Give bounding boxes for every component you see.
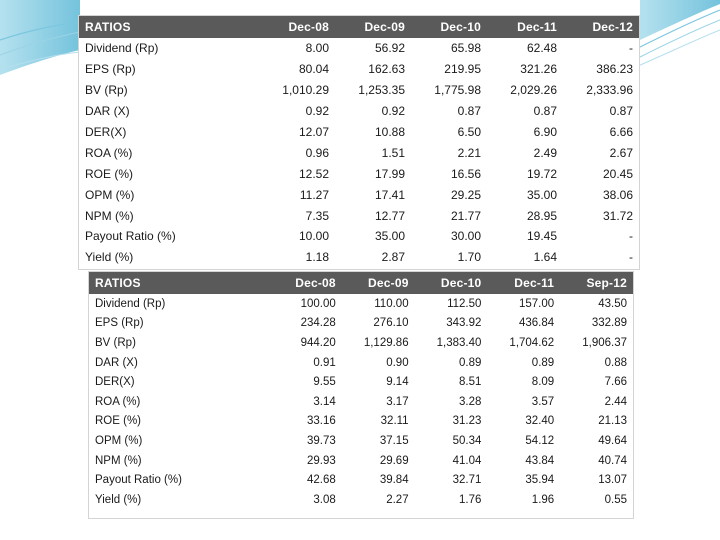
value-cell: 2.67 [609,145,633,160]
value-cell: 3.28 [459,395,482,408]
header-cell: Sep-12 [560,272,633,294]
value-cell: 56.92 [374,41,405,56]
value-cell: 19.45 [526,229,557,244]
table-row [79,163,639,184]
value-cell: 0.89 [531,356,555,369]
value-cell: 276.10 [373,317,409,330]
header-cell: Dec-08 [269,272,342,294]
value-cell: 1,129.86 [363,336,409,349]
value-cell: 62.48 [526,41,557,56]
value-cell: 2.27 [386,493,409,506]
table-row [89,353,633,373]
value-cell: 12.77 [374,208,405,223]
row-label-cell: DER(X) [95,376,135,389]
row-label-cell: ROA (%) [85,145,133,160]
value-cell: 6.50 [457,125,481,139]
value-cell: 8.00 [305,41,329,56]
table-row [89,451,633,471]
row-label-cell: DER(X) [85,125,127,139]
ratios-table-1-panel [78,15,640,270]
value-cell: 43.84 [525,454,555,467]
value-cell: 29.93 [307,454,336,467]
value-cell: 28.95 [526,208,557,223]
value-cell: 13.07 [598,474,627,487]
value-cell: 162.63 [368,62,405,77]
header-cell: Dec-11 [487,272,560,294]
value-cell: 80.04 [298,62,329,77]
table-header-row [79,16,639,38]
table-row [89,470,633,490]
value-cell: 54.12 [525,434,555,447]
value-cell: 1,383.40 [436,336,482,349]
value-cell: 17.41 [374,187,405,202]
value-cell: 3.14 [313,395,336,408]
value-cell: 33.16 [307,415,336,428]
value-cell: 436.84 [519,317,555,330]
value-cell: 2.21 [457,145,481,160]
header-cell: RATIOS [89,272,269,294]
header-cell: Dec-12 [563,16,639,38]
value-cell: 21.77 [450,208,481,223]
value-cell: 6.66 [609,125,633,139]
row-label-cell: Dividend (Rp) [95,297,166,310]
value-cell: - [629,250,633,265]
table-row [79,38,639,59]
value-cell: 0.96 [305,145,329,160]
value-cell: 20.45 [602,166,633,181]
value-cell: 157.00 [519,297,555,310]
header-cell: Dec-10 [415,272,488,294]
value-cell: 32.71 [452,474,482,487]
table-row [79,80,639,101]
row-label-cell: EPS (Rp) [85,62,136,77]
value-cell: 7.35 [305,208,329,223]
value-cell: 3.17 [386,395,409,408]
value-cell: - [629,41,633,56]
value-cell: 10.00 [298,229,329,244]
value-cell: 42.68 [307,474,336,487]
value-cell: 65.98 [450,41,481,56]
value-cell: 8.09 [531,376,555,389]
value-cell: 21.13 [598,415,627,428]
value-cell: 386.23 [596,62,633,77]
value-cell: 10.88 [374,125,405,139]
row-label-cell: Yield (%) [85,250,134,265]
ratios-table-2-panel [88,271,634,519]
value-cell: 2,029.26 [510,83,557,98]
row-label-cell: BV (Rp) [95,336,136,349]
value-cell: 39.84 [379,474,409,487]
value-cell: 17.99 [374,166,405,181]
value-cell: 3.08 [313,493,336,506]
table-row [79,122,639,143]
ratios-table-1 [79,16,639,268]
row-label-cell: OPM (%) [95,434,143,447]
value-cell: 944.20 [300,336,336,349]
ratios-table-1-body [79,38,639,268]
value-cell: 0.89 [459,356,482,369]
value-cell: 0.88 [604,356,627,369]
value-cell: 32.11 [380,415,409,428]
value-cell: 35.94 [525,474,555,487]
value-cell: 100.00 [300,297,336,310]
value-cell: 38.06 [602,187,633,202]
value-cell: 50.34 [452,434,482,447]
row-label-cell: DAR (X) [95,356,138,369]
value-cell: 29.69 [379,454,409,467]
value-cell: 35.00 [526,187,557,202]
value-cell: 6.90 [533,125,557,139]
table-row [89,490,633,510]
value-cell: 1.51 [381,145,405,160]
value-cell: 11.27 [299,187,329,202]
table-row [89,294,633,314]
row-label-cell: NPM (%) [95,454,142,467]
row-label-cell: ROA (%) [95,395,141,408]
value-cell: 35.00 [374,229,405,244]
value-cell: 0.90 [386,356,409,369]
row-label-cell: EPS (Rp) [95,317,144,330]
table-row [89,314,633,334]
table-row [89,431,633,451]
value-cell: 0.91 [313,356,336,369]
value-cell: 321.26 [520,62,557,77]
value-cell: 31.23 [452,415,482,428]
value-cell: 1.96 [531,493,555,506]
value-cell: 1,775.98 [434,83,481,98]
value-cell: 343.92 [446,317,482,330]
value-cell: 1,010.29 [282,83,329,98]
value-cell: 29.25 [450,187,481,202]
value-cell: 0.87 [533,104,557,119]
row-label-cell: ROE (%) [85,166,133,181]
value-cell: 49.64 [598,434,627,447]
table-row [79,142,639,163]
value-cell: 0.87 [457,104,481,119]
table-row [89,392,633,412]
table-row [89,412,633,432]
value-cell: 1,253.35 [358,83,405,98]
value-cell: 0.87 [609,104,633,119]
value-cell: 12.07 [298,125,329,139]
value-cell: 2.44 [604,395,627,408]
row-label-cell: OPM (%) [85,187,135,202]
header-cell: Dec-10 [411,16,487,38]
header-cell: Dec-11 [487,16,563,38]
value-cell: 1,906.37 [582,336,627,349]
value-cell: 0.92 [305,104,329,119]
table-row [79,184,639,205]
value-cell: 3.57 [531,395,555,408]
value-cell: 31.72 [602,208,633,223]
row-label-cell: DAR (X) [85,104,130,119]
table-row [79,247,639,268]
value-cell: 1.18 [305,250,329,265]
table-row [79,205,639,226]
value-cell: 39.73 [307,434,336,447]
ratios-table-2-body [89,294,633,510]
row-label-cell: NPM (%) [85,208,134,223]
value-cell: 110.00 [374,297,409,310]
header-cell: Dec-09 [342,272,415,294]
value-cell: 40.74 [598,454,627,467]
value-cell: 32.40 [525,415,555,428]
row-label-cell: Dividend (Rp) [85,41,159,56]
value-cell: 234.28 [300,317,336,330]
value-cell: 1.76 [459,493,482,506]
value-cell: 12.52 [298,166,329,181]
value-cell: 30.00 [450,229,481,244]
table-row [89,372,633,392]
value-cell: 112.50 [447,297,482,310]
header-cell: Dec-08 [259,16,335,38]
ratios-table-2 [89,272,633,510]
value-cell: 332.89 [591,317,627,330]
value-cell: 1.64 [533,250,557,265]
header-cell: RATIOS [79,16,259,38]
row-label-cell: Payout Ratio (%) [95,474,182,487]
value-cell: 8.51 [459,376,482,389]
table-row [79,226,639,247]
value-cell: - [629,229,633,244]
value-cell: 9.55 [313,376,336,389]
table-header-row [89,272,633,294]
value-cell: 7.66 [604,376,627,389]
value-cell: 2.87 [381,250,405,265]
value-cell: 16.56 [450,166,481,181]
value-cell: 19.72 [526,166,557,181]
value-cell: 219.95 [444,62,481,77]
row-label-cell: ROE (%) [95,415,141,428]
value-cell: 9.14 [386,376,409,389]
value-cell: 1,704.62 [509,336,555,349]
value-cell: 1.70 [457,250,481,265]
value-cell: 2.49 [533,145,557,160]
value-cell: 0.92 [381,104,405,119]
row-label-cell: Payout Ratio (%) [85,229,176,244]
table-row [79,59,639,80]
table-row [89,333,633,353]
header-cell: Dec-09 [335,16,411,38]
table-row [79,101,639,122]
row-label-cell: BV (Rp) [85,83,128,98]
row-label-cell: Yield (%) [95,493,142,506]
value-cell: 37.15 [379,434,409,447]
value-cell: 41.04 [452,454,482,467]
value-cell: 0.55 [604,493,627,506]
value-cell: 43.50 [598,297,627,310]
value-cell: 2,333.96 [586,83,633,98]
